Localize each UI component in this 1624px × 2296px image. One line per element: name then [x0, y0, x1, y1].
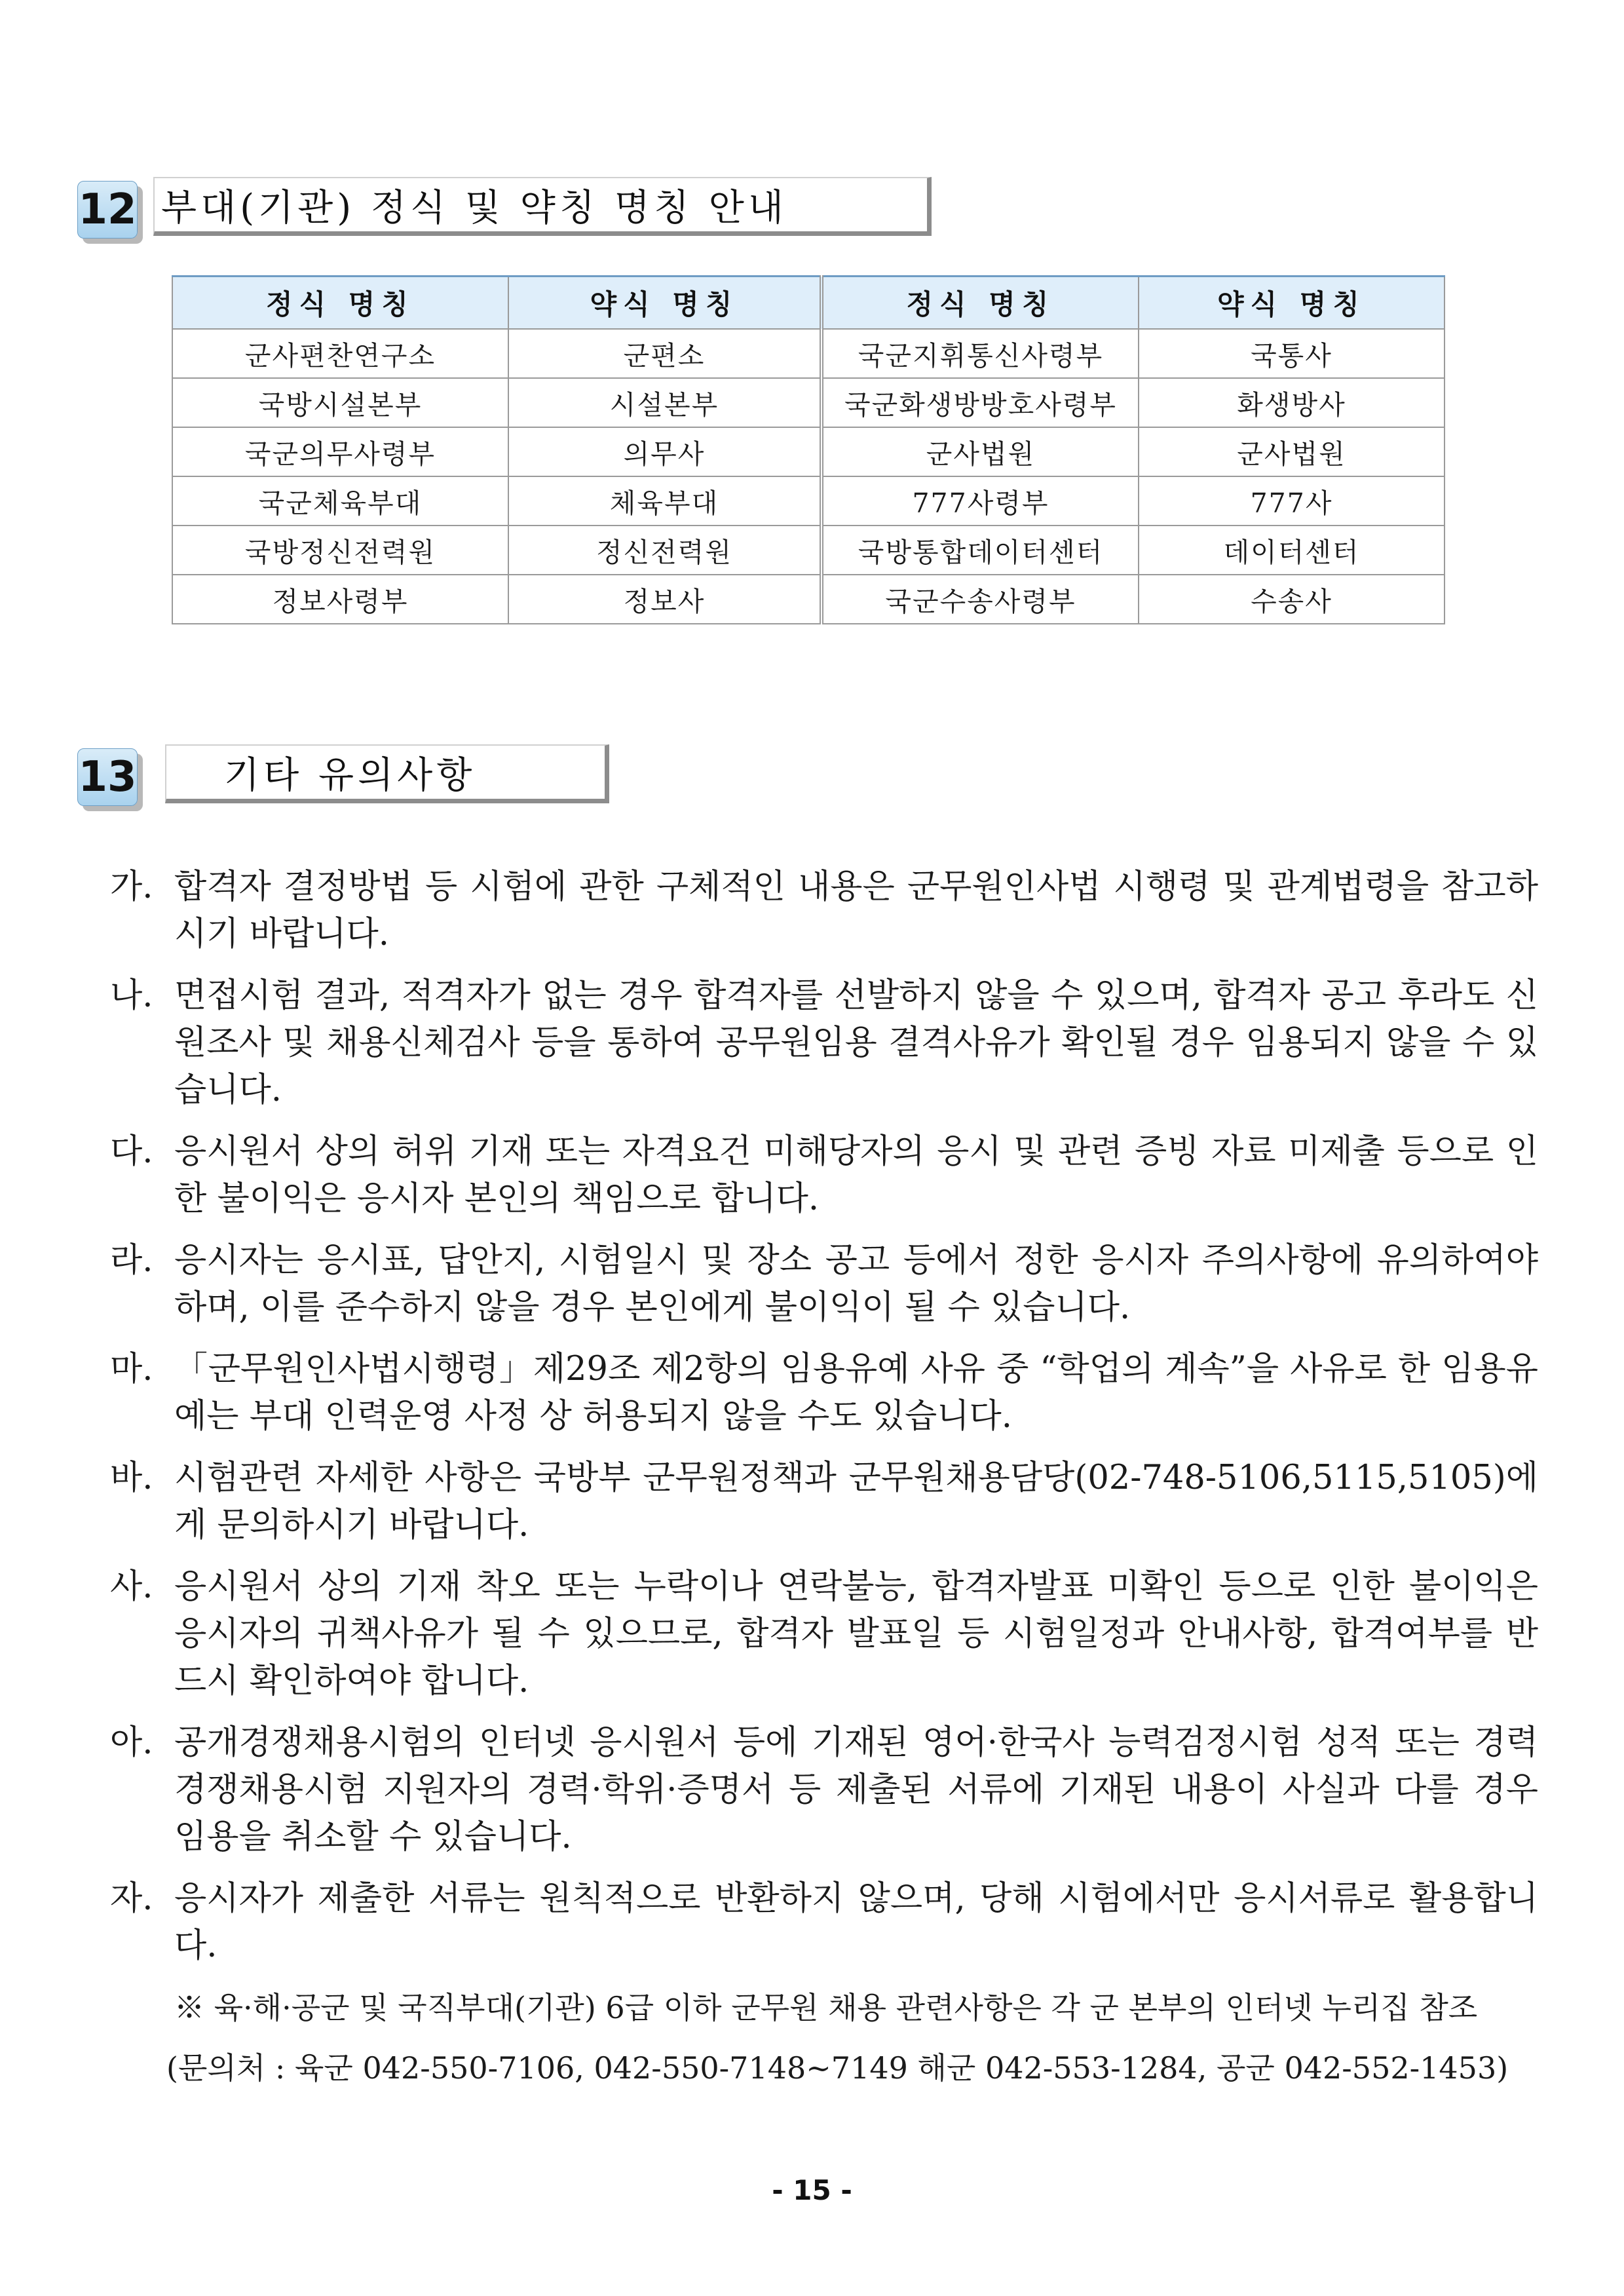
- list-item: [110, 1128, 1538, 1223]
- table-header-row: [172, 277, 1445, 330]
- table-row: [172, 575, 1445, 624]
- table-cell: 국방시설본부: [172, 378, 508, 427]
- list-marker: 나.: [110, 976, 153, 1015]
- list-item: [110, 1455, 1538, 1549]
- list-marker: 바.: [110, 1459, 153, 1497]
- table-cell: 군편소: [508, 329, 821, 378]
- list-item: [110, 1719, 1538, 1861]
- section-title: 기타 유의사항: [165, 744, 609, 803]
- table-row: [172, 329, 1445, 378]
- table-cell: 시설본부: [508, 378, 821, 427]
- list-marker: 다.: [110, 1132, 153, 1171]
- table-cell: 정신전력원: [508, 526, 821, 575]
- table-header-cell: 약식 명칭: [508, 277, 821, 330]
- table-cell: 의무사: [508, 427, 821, 476]
- table-row: [172, 427, 1445, 476]
- list-text: 시험관련 자세한 사항은 국방부 군무원정책과 군무원채용담당(02-748-5106,5115,5105)에게 문의하시기 바랍니다.: [174, 1459, 1538, 1544]
- list-item: [110, 1563, 1538, 1705]
- table-cell: 777사: [1139, 476, 1445, 526]
- table-cell: 화생방사: [1139, 378, 1445, 427]
- page-number: - 15 -: [772, 2174, 852, 2206]
- table-cell: 군사법원: [821, 427, 1139, 476]
- unit-name-table: [172, 275, 1445, 624]
- section-title: 부대(기관) 정식 및 약칭 명칭 안내: [153, 177, 932, 236]
- list-marker: 가.: [110, 868, 153, 906]
- table-cell: 수송사: [1139, 575, 1445, 624]
- section-number-badge: 12: [77, 181, 138, 239]
- list-marker: 아.: [110, 1723, 153, 1762]
- list-text: 응시자는 응시표, 답안지, 시험일시 및 장소 공고 등에서 정한 응시자 주의사항에 유의하여야 하며, 이를 준수하지 않을 경우 본인에게 불이익이 될 수 있습니다.: [174, 1241, 1538, 1327]
- list-text: 응시자가 제출한 서류는 원칙적으로 반환하지 않으며, 당해 시험에서만 응시서류로 활용합니다.: [174, 1879, 1538, 1965]
- table-cell: 정보사: [508, 575, 821, 624]
- list-marker: 사.: [110, 1567, 153, 1606]
- table-cell: 군사법원: [1139, 427, 1445, 476]
- list-text: 응시원서 상의 기재 착오 또는 누락이나 연락불능, 합격자발표 미확인 등으로 인한 불이익은 응시자의 귀책사유가 될 수 있으므로, 합격자 발표일 등 시험일정과 안내사항, 합격여부를 반드시 확인하여야 합니다.: [174, 1567, 1538, 1700]
- table-header-cell: 정식 명칭: [172, 277, 508, 330]
- list-item: [110, 1237, 1538, 1331]
- table-row: [172, 526, 1445, 575]
- section-number-badge: 13: [77, 748, 138, 806]
- list-marker: 마.: [110, 1350, 153, 1388]
- table-cell: 군사편찬연구소: [172, 329, 508, 378]
- table-cell: 국군체육부대: [172, 476, 508, 526]
- table-cell: 국군의무사령부: [172, 427, 508, 476]
- table-cell: 국군화생방방호사령부: [821, 378, 1139, 427]
- list-text: 응시원서 상의 허위 기재 또는 자격요건 미해당자의 응시 및 관련 증빙 자료 미제출 등으로 인한 불이익은 응시자 본인의 책임으로 합니다.: [174, 1132, 1538, 1218]
- list-text: 「군무원인사법시행령」제29조 제2항의 임용유예 사유 중 “학업의 계속”을 사유로 한 임용유예는 부대 인력운영 사정 상 허용되지 않을 수도 있습니다.: [174, 1350, 1538, 1436]
- table-cell: 국군지휘통신사령부: [821, 329, 1139, 378]
- notes-list: [110, 864, 1538, 2092]
- table-cell: 데이터센터: [1139, 526, 1445, 575]
- list-item: [110, 1875, 1538, 1970]
- list-item: [110, 972, 1538, 1114]
- table-cell: 국통사: [1139, 329, 1445, 378]
- list-text: 면접시험 결과, 적격자가 없는 경우 합격자를 선발하지 않을 수 있으며, 합격자 공고 후라도 신원조사 및 채용신체검사 등을 통하여 공무원임용 결격사유가 확인될 경우 임용되지 않을 수 있습니다.: [174, 976, 1538, 1109]
- table-cell: 체육부대: [508, 476, 821, 526]
- table-cell: 국군수송사령부: [821, 575, 1139, 624]
- table-cell: 국방통합데이터센터: [821, 526, 1139, 575]
- table-cell: 국방정신전력원: [172, 526, 508, 575]
- table-cell: 정보사령부: [172, 575, 508, 624]
- list-text: 합격자 결정방법 등 시험에 관한 구체적인 내용은 군무원인사법 시행령 및 관계법령을 참고하시기 바랍니다.: [174, 868, 1538, 953]
- list-item: [110, 864, 1538, 958]
- footnote: ※ 육·해·공군 및 국직부대(기관) 6급 이하 군무원 채용 관련사항은 각 군 본부의 인터넷 누리집 참조: [174, 1990, 1478, 2025]
- list-marker: 자.: [110, 1879, 153, 1918]
- table-row: [172, 378, 1445, 427]
- table-header-cell: 정식 명칭: [821, 277, 1139, 330]
- table-cell: 777사령부: [821, 476, 1139, 526]
- list-text: 공개경쟁채용시험의 인터넷 응시원서 등에 기재된 영어·한국사 능력검정시험 성적 또는 경력경쟁채용시험 지원자의 경력·학위·증명서 등 제출된 서류에 기재된 내용이 사실과 다를 경우 임용을 취소할 수 있습니다.: [174, 1723, 1538, 1856]
- contact-info: (문의처 : 육군 042-550-7106, 042-550-7148~7149 해군 042-553-1284, 공군 042-552-1453): [166, 2050, 1509, 2086]
- list-marker: 라.: [110, 1241, 153, 1280]
- table-header-cell: 약식 명칭: [1139, 277, 1445, 330]
- table-row: [172, 476, 1445, 526]
- list-item: [110, 1346, 1538, 1440]
